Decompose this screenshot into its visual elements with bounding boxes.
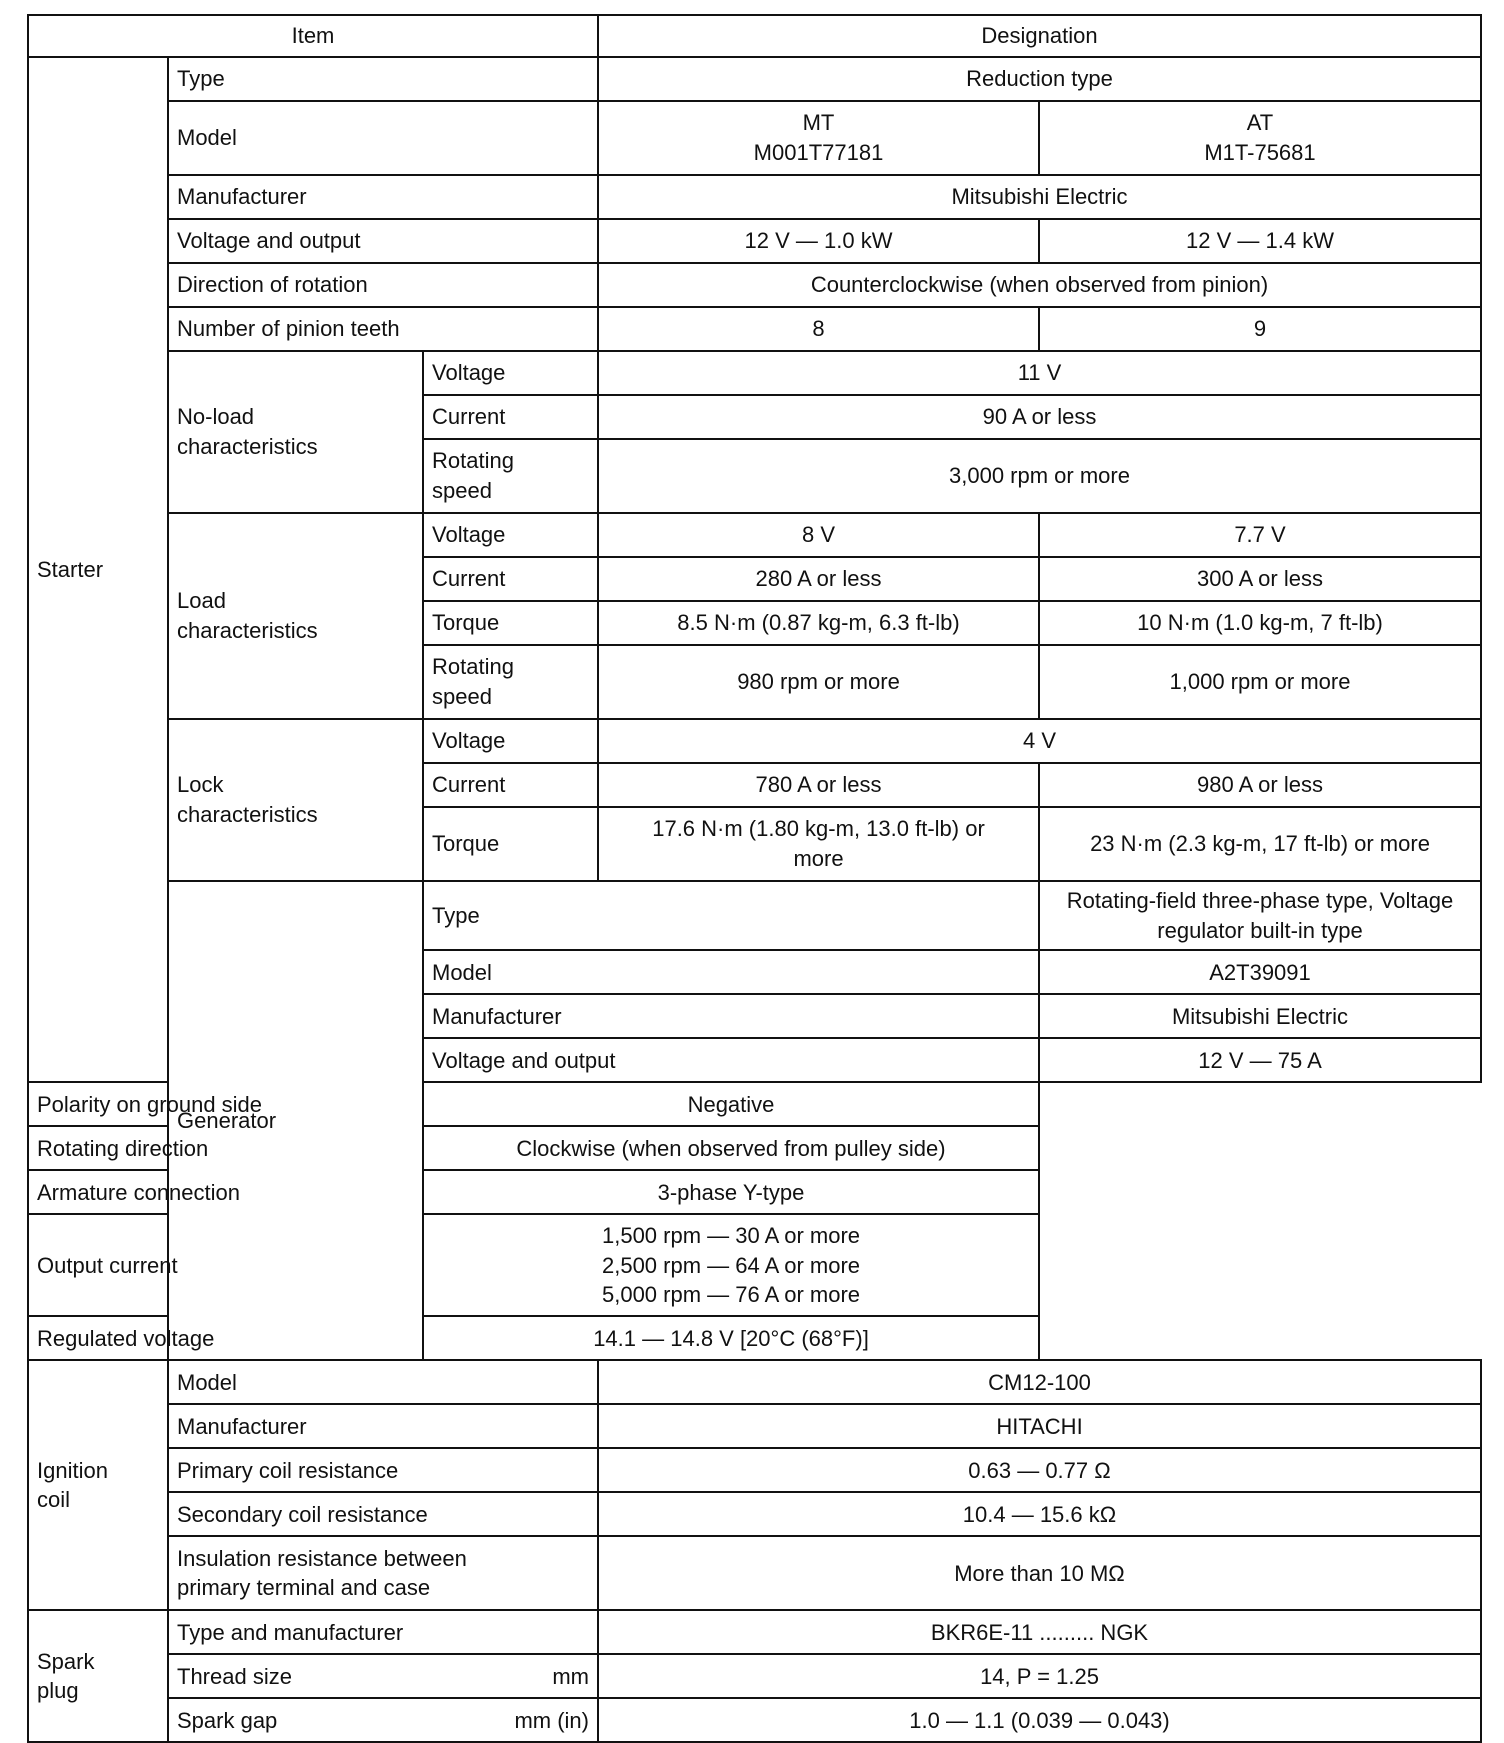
row-value: Reduction type xyxy=(598,57,1481,101)
table-row xyxy=(28,219,1481,263)
row-value: 0.63 — 0.77 Ω xyxy=(598,1448,1481,1492)
sub-label: Current xyxy=(423,763,598,807)
row-value: Negative xyxy=(423,1082,1039,1126)
row-label: Type xyxy=(168,57,598,101)
unit-label: mm xyxy=(552,1663,589,1689)
value-mt: 280 A or less xyxy=(598,557,1039,601)
table-row xyxy=(28,263,1481,307)
row-value: Clockwise (when observed from pulley side) xyxy=(423,1126,1039,1170)
row-value: Mitsubishi Electric xyxy=(1039,994,1481,1038)
table-row xyxy=(28,307,1481,351)
table-row xyxy=(28,1654,1481,1698)
table-row xyxy=(28,1610,1481,1654)
row-value: 12 V — 75 A xyxy=(1039,1038,1481,1082)
value-at: 9 xyxy=(1039,307,1481,351)
row-label: Type xyxy=(423,881,1039,950)
value-at: 300 A or less xyxy=(1039,557,1481,601)
row-value: 10.4 — 15.6 kΩ xyxy=(598,1492,1481,1536)
row-value: 1.0 — 1.1 (0.039 — 0.043) xyxy=(598,1698,1481,1742)
group-no-load: No-load characteristics xyxy=(168,351,423,513)
row-label: Polarity on ground side xyxy=(28,1082,423,1126)
value-at: 7.7 V xyxy=(1039,513,1481,557)
row-value: 90 A or less xyxy=(598,395,1481,439)
row-value: HITACHI xyxy=(598,1404,1481,1448)
value-mt: 780 A or less xyxy=(598,763,1039,807)
table-row xyxy=(28,1492,1481,1536)
row-value: More than 10 MΩ xyxy=(598,1536,1481,1610)
category-spark-plug: Spark plug xyxy=(28,1610,168,1742)
category-generator: Generator xyxy=(168,881,423,1360)
row-label: Manufacturer xyxy=(168,175,598,219)
table-row xyxy=(28,351,1481,395)
group-load: Load characteristics xyxy=(168,513,423,719)
value-at: 980 A or less xyxy=(1039,763,1481,807)
row-value: BKR6E-11 ......... NGK xyxy=(598,1610,1481,1654)
table-row xyxy=(28,1360,1481,1404)
row-label-text: Thread size xyxy=(177,1663,292,1689)
row-label: Insulation resistance between primary terminal and case xyxy=(168,1536,598,1610)
sub-label: Voltage xyxy=(423,719,598,763)
table-row xyxy=(28,1536,1481,1610)
category-starter: Starter xyxy=(28,57,168,1082)
table-row xyxy=(28,57,1481,101)
row-value: 11 V xyxy=(598,351,1481,395)
sub-label: Rotating speed xyxy=(423,645,598,719)
table-row xyxy=(28,1214,1481,1316)
value-mt: 12 V — 1.0 kW xyxy=(598,219,1039,263)
sub-label: Torque xyxy=(423,601,598,645)
sub-label: Torque xyxy=(423,807,598,881)
row-value: Rotating-field three-phase type, Voltage regulator built-in type xyxy=(1039,881,1481,950)
row-label: Voltage and output xyxy=(168,219,598,263)
value-at: 12 V — 1.4 kW xyxy=(1039,219,1481,263)
value-mt: 8 V xyxy=(598,513,1039,557)
value-at: 1,000 rpm or more xyxy=(1039,645,1481,719)
row-label: Output current xyxy=(28,1214,423,1316)
value-at: 23 N·m (2.3 kg-m, 17 ft-lb) or more xyxy=(1039,807,1481,881)
row-value: 4 V xyxy=(598,719,1481,763)
value-mt: 980 rpm or more xyxy=(598,645,1039,719)
row-value: 3,000 rpm or more xyxy=(598,439,1481,513)
sub-label: Voltage xyxy=(423,351,598,395)
row-value: Counterclockwise (when observed from pinion) xyxy=(598,263,1481,307)
row-label: Model xyxy=(168,1360,598,1404)
value-mt: 17.6 N·m (1.80 kg-m, 13.0 ft-lb) or more xyxy=(598,807,1039,881)
row-label: Direction of rotation xyxy=(168,263,598,307)
row-value: 14, P = 1.25 xyxy=(598,1654,1481,1698)
table-row xyxy=(28,513,1481,557)
row-value: A2T39091 xyxy=(1039,950,1481,994)
row-value: CM12-100 xyxy=(598,1360,1481,1404)
row-value: 14.1 — 14.8 V [20°C (68°F)] xyxy=(423,1316,1039,1360)
sub-label: Current xyxy=(423,557,598,601)
row-label: Type and manufacturer xyxy=(168,1610,598,1654)
row-label: Model xyxy=(423,950,1039,994)
category-ignition-coil: Ignition coil xyxy=(28,1360,168,1610)
row-label: Secondary coil resistance xyxy=(168,1492,598,1536)
row-label xyxy=(168,1654,598,1698)
group-lock: Lock characteristics xyxy=(168,719,423,881)
row-label: Manufacturer xyxy=(168,1404,598,1448)
row-label: Manufacturer xyxy=(423,994,1039,1038)
table-row xyxy=(28,1448,1481,1492)
row-value: 3-phase Y-type xyxy=(423,1170,1039,1214)
row-label: Voltage and output xyxy=(423,1038,1039,1082)
row-label-text: Spark gap xyxy=(177,1707,278,1733)
table-row xyxy=(28,881,1481,950)
value-mt: MT M001T77181 xyxy=(598,101,1039,175)
value-at: AT M1T-75681 xyxy=(1039,101,1481,175)
header-designation: Designation xyxy=(598,15,1481,57)
value-mt: 8 xyxy=(598,307,1039,351)
table-row xyxy=(28,1404,1481,1448)
row-label: Armature connection xyxy=(28,1170,423,1214)
row-label: Model xyxy=(168,101,598,175)
unit-label: mm (in) xyxy=(514,1707,589,1733)
sub-label: Current xyxy=(423,395,598,439)
row-label: Number of pinion teeth xyxy=(168,307,598,351)
row-label xyxy=(168,1698,598,1742)
value-at: 10 N·m (1.0 kg-m, 7 ft-lb) xyxy=(1039,601,1481,645)
value-mt: 8.5 N·m (0.87 kg-m, 6.3 ft-lb) xyxy=(598,601,1039,645)
sub-label: Rotating speed xyxy=(423,439,598,513)
row-label: Regulated voltage xyxy=(28,1316,423,1360)
header-row xyxy=(28,15,1481,57)
row-value: Mitsubishi Electric xyxy=(598,175,1481,219)
specifications-table xyxy=(27,14,1482,1743)
table-row xyxy=(28,175,1481,219)
table-row xyxy=(28,1316,1481,1360)
header-item: Item xyxy=(28,15,598,57)
row-label: Rotating direction xyxy=(28,1126,423,1170)
table-row xyxy=(28,101,1481,175)
table-row xyxy=(28,719,1481,763)
table-row xyxy=(28,1170,1481,1214)
row-label: Primary coil resistance xyxy=(168,1448,598,1492)
table-row xyxy=(28,1698,1481,1742)
sub-label: Voltage xyxy=(423,513,598,557)
row-value: 1,500 rpm — 30 A or more 2,500 rpm — 64 A or more 5,000 rpm — 76 A or more xyxy=(423,1214,1039,1316)
